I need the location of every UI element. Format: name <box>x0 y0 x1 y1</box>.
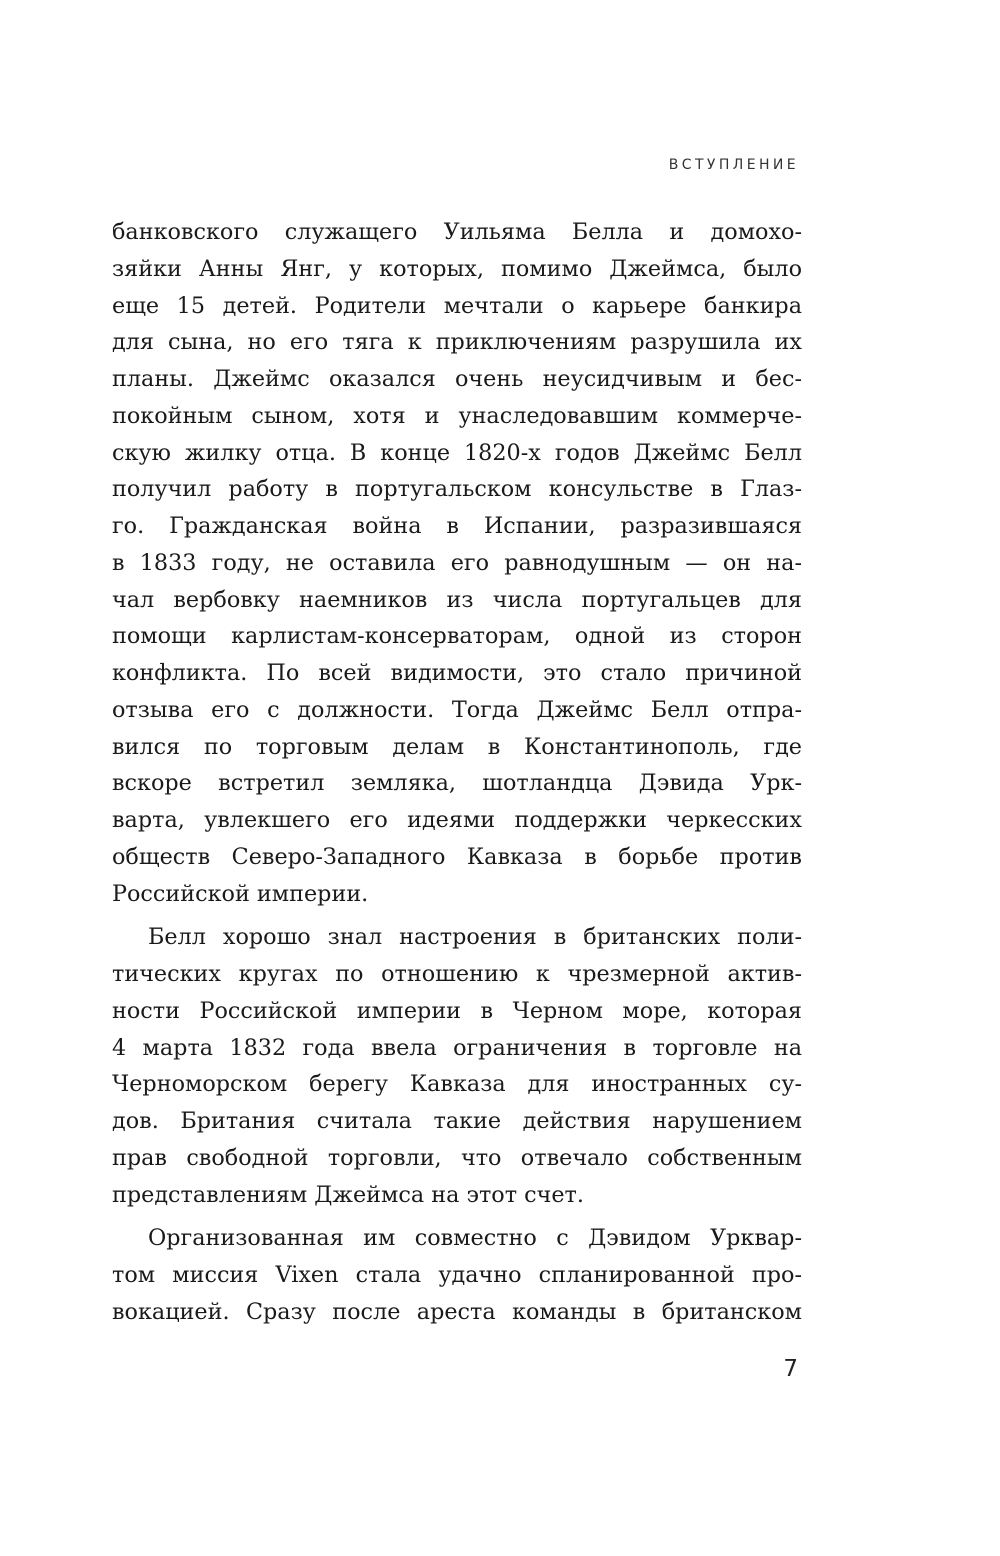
text-line: Организованная им совместно с Дэвидом Урквар- <box>148 1225 802 1252</box>
text-line: еще 15 детей. Родители мечтали о карьере банкира <box>112 292 802 319</box>
text-line: получил работу в португальском консульстве в Глаз- <box>112 476 802 503</box>
text-line: варта, увлекшего его идеями поддержки черкесских <box>112 807 802 833</box>
text-line: банковского служащего Уильяма Белла и домохо- <box>112 219 802 245</box>
text-line: покойным сыном, хотя и унаследовавшим коммерче- <box>112 402 802 429</box>
text-line: для сына, но его тяга к приключениям разрушила их <box>112 329 802 356</box>
text-line: 4 марта 1832 года ввела ограничения в торговле на <box>112 1034 802 1061</box>
text-line: планы. Джеймс оказался очень неусидчивым и бес- <box>112 366 802 392</box>
text-line: обществ Северо-Западного Кавказа в борьбе против <box>112 843 802 870</box>
text-line: чал вербовку наемников из числа португальцев для <box>112 586 802 613</box>
text-line: в 1833 году, не оставила его равнодушным — он на- <box>112 549 802 576</box>
text-line: Черноморском берегу Кавказа для иностранных су- <box>112 1071 802 1098</box>
text-line: тических кругах по отношению к чрезмерной актив- <box>112 961 802 987</box>
text-line: конфликта. По всей видимости, это стало причиной <box>112 660 802 686</box>
text-line: вскоре встретил земляка, шотландца Дэвида Урк- <box>112 770 802 797</box>
text-line: Российской империи. <box>112 880 369 907</box>
text-line: зяйки Анны Янг, у которых, помимо Джеймса, было <box>112 255 802 282</box>
text-line: вился по торговым делам в Константинополь, где <box>112 733 802 760</box>
running-head: ВСТУПЛЕНИЕ <box>668 157 799 173</box>
text-line: ности Российской империи в Черном море, которая <box>112 997 802 1024</box>
text-line: го. Гражданская война в Испании, разразившаяся <box>112 513 802 539</box>
body-text <box>112 214 802 1331</box>
text-line: вокацией. Сразу после ареста команды в британском <box>112 1298 802 1325</box>
text-line: Белл хорошо знал настроения в британских поли- <box>148 924 802 951</box>
text-line: дов. Британия считала такие действия нарушением <box>112 1108 802 1134</box>
text-line: помощи карлистам-консерваторам, одной из сторон <box>112 623 802 650</box>
text-line: представлениям Джеймса на этот счет. <box>112 1181 584 1208</box>
text-line: скую жилку отца. В конце 1820-х годов Джеймс Белл <box>112 439 802 466</box>
text-line: отзыва его с должности. Тогда Джеймс Белл отпра- <box>112 696 802 723</box>
page-number: 7 <box>783 1356 798 1382</box>
text-line: прав свободной торговли, что отвечало собственным <box>112 1144 802 1171</box>
text-line: том миссия Vixen стала удачно спланированной про- <box>112 1262 802 1288</box>
